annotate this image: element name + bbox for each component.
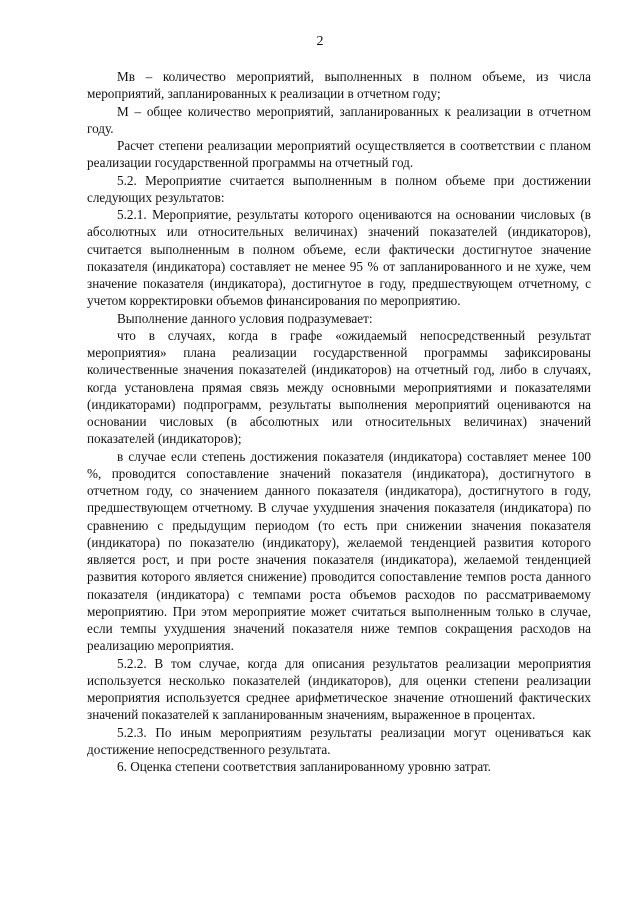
paragraph-calculation: Расчет степени реализации мероприятий осуществляется в соответствии с планом реализации государственной программы на отчетный год. [87, 138, 591, 171]
paragraph-mv-definition: Мв – количество мероприятий, выполненных в полном объеме, из числа мероприятий, запланированных к реализации в отчетном году; [87, 69, 591, 102]
paragraph-5-2-3: 5.2.3. По иным мероприятиям результаты реализации могут оцениваться как достижение непосредственного результата. [87, 724, 591, 757]
paragraph-cases: что в случаях, когда в графе «ожидаемый непосредственный результат мероприятия» плана реализации государственной программы зафиксированы количественные значения показателей (индикаторов) на отчетный год, либо в случаях, когда установлена прямая связь между основными мероприятиями и показателями (индикаторами) подпрограмм, результаты выполнения мероприятий оцениваются на основании числовых (в абсолютных или относительных величинах) значений показателей (индикаторов); [87, 327, 591, 447]
paragraph-5-2-1: 5.2.1. Мероприятие, результаты которого оцениваются на основании числовых (в абсолютных или относительных величинах) значений показателей (индикаторов), считается выполненным в полном объеме, если фактически достигнутое значение показателя (индикатора) составляет не менее 95 % от запланированного и не хуже, чем значение показателя (индикатора), достигнутое в году, предшествующем отчетному, с учетом корректировки объемов финансирования по мероприятию. [87, 207, 591, 309]
paragraph-6: 6. Оценка степени соответствия запланированному уровню затрат. [117, 759, 491, 774]
page-number: 2 [316, 34, 324, 49]
paragraph-5-2-2: 5.2.2. В том случае, когда для описания результатов реализации мероприятия используется несколько показателей (индикаторов), для оценки степени реализации мероприятия используется среднее арифметическое значение отношений фактических значений показателей к запланированным значениям, выраженное в процентах. [87, 655, 591, 723]
paragraph-5-2: 5.2. Мероприятие считается выполненным в полном объеме при достижении следующих результатов: [87, 172, 591, 205]
paragraph-condition: Выполнение данного условия подразумевает: [117, 310, 373, 326]
paragraph-m-definition: М – общее количество мероприятий, запланированных к реализации в отчетном году. [87, 103, 591, 136]
document-body [87, 68, 591, 775]
paragraph-less-than-100: в случае если степень достижения показателя (индикатора) составляет менее 100 %, проводится сопоставление значений показателя (индикатора), достигнутого в отчетном году, со значением данного показателя (индикатора), достигнутого в году, предшествующем отчетному. В случае ухудшения значения показателя (индикатора) по сравнению с предыдущим периодом (то есть при снижении значения показателя (индикатора) по показателю (индикатору), желаемой тенденцией развития которого является рост, и при росте значения показателя (индикатора), желаемой тенденцией развития которого является снижение) проводится сопоставление темпов роста данного показателя (индикатора) с темпами роста объемов расходов по рассматриваемому мероприятию. При этом мероприятие может считаться выполненным только в случае, если темпы ухудшения значений показателя ниже темпов сокращения расходов на реализацию мероприятия. [87, 448, 591, 654]
